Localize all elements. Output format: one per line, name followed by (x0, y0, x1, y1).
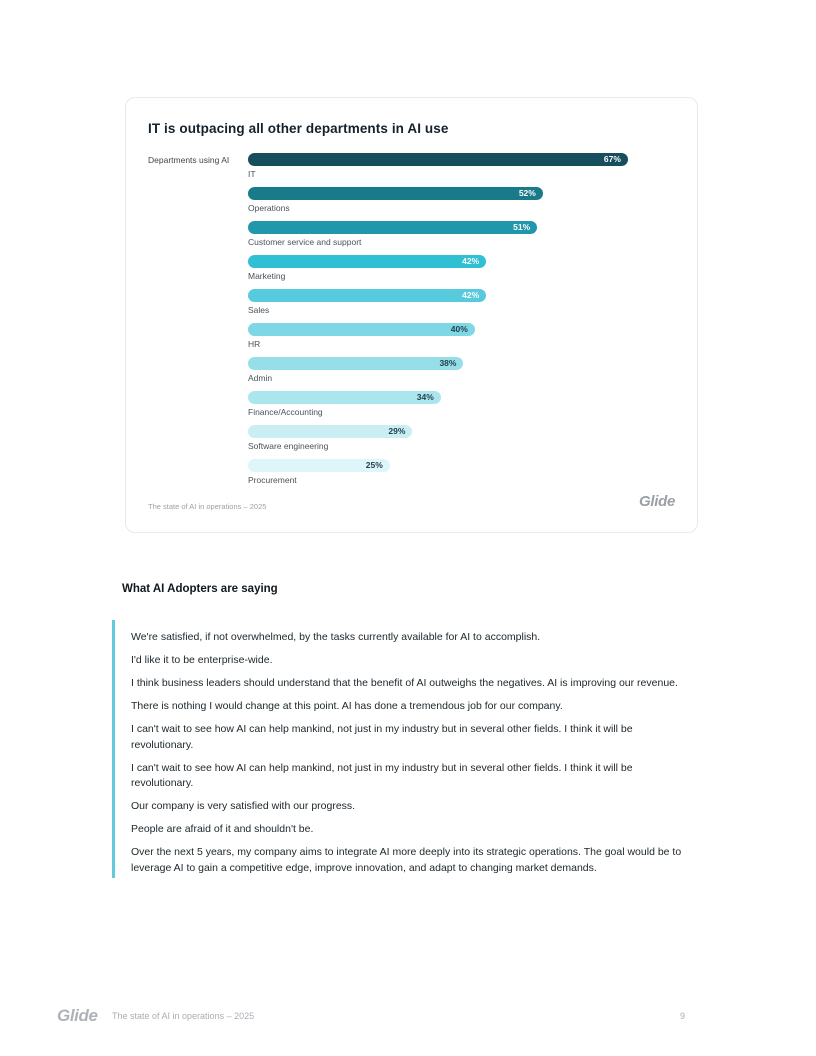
bar-category-label: Operations (248, 203, 290, 213)
bar-row (248, 221, 688, 255)
chart-source-note: The state of AI in operations – 2025 (148, 502, 267, 511)
bar-row (248, 425, 688, 459)
chart-card (125, 97, 698, 533)
quote: Over the next 5 years, my company aims to integrate AI more deeply into its strategic operations. The goal would be to leverage AI to gain a competitive edge, improve innovation, and adapt to changing market demands. (131, 846, 682, 874)
bar (248, 391, 441, 404)
bar-row (248, 391, 688, 425)
bar-row (248, 323, 688, 357)
bar (248, 221, 537, 234)
bar-value-label: 67% (603, 154, 621, 164)
bar-row (248, 459, 688, 493)
quote: We're satisfied, if not overwhelmed, by the tasks currently available for AI to accomplish. (131, 631, 541, 643)
quote: I'd like it to be enterprise-wide. (131, 654, 273, 666)
bar-value-label: 40% (450, 324, 468, 334)
bar-category-label: IT (248, 169, 256, 179)
bar-value-label: 42% (462, 256, 480, 266)
bar-value-label: 38% (439, 358, 457, 368)
bar-row (248, 289, 688, 323)
bar-row (248, 153, 688, 187)
chart-axis-label: Departments using AI (148, 155, 230, 165)
quote: I think business leaders should understand that the benefit of AI outweighs the negatives. AI is improving our revenue. (131, 677, 678, 689)
bar-row (248, 187, 688, 221)
quote: People are afraid of it and shouldn't be. (131, 823, 314, 835)
footer-page-number: 9 (680, 1011, 686, 1021)
bar-row (248, 357, 688, 391)
bar (248, 323, 475, 336)
bar-row (248, 255, 688, 289)
bar (248, 357, 463, 370)
bar-value-label: 29% (388, 426, 406, 436)
quotes-section-heading: What AI Adopters are saying (122, 583, 278, 595)
bar-value-label: 34% (416, 392, 434, 402)
quote: I can't wait to see how AI can help mankind, not just in my industry but in several other fields. I think it will be revolutionary. (131, 761, 633, 789)
bar-category-label: Procurement (248, 475, 297, 485)
bar-category-label: HR (248, 339, 261, 349)
footer-glide-logo: Glide (57, 1006, 98, 1025)
chart-title: IT is outpacing all other departments in AI use (148, 121, 449, 136)
quote: I can't wait to see how AI can help mankind, not just in my industry but in several other fields. I think it will be revolutionary. (131, 723, 633, 751)
glide-logo: Glide (638, 493, 675, 510)
bar (248, 255, 486, 268)
bar-value-label: 52% (518, 188, 536, 198)
bar-category-label: Finance/Accounting (248, 407, 323, 417)
quote: There is nothing I would change at this point. AI has done a tremendous job for our company. (131, 700, 563, 712)
bar (248, 425, 412, 438)
bar (248, 459, 390, 472)
bar-category-label: Customer service and support (248, 237, 362, 247)
bar-category-label: Sales (248, 305, 270, 315)
bar-category-label: Software engineering (248, 441, 329, 451)
bar-value-label: 25% (365, 460, 383, 470)
quote: Our company is very satisfied with our progress. (131, 800, 356, 812)
bar (248, 289, 486, 302)
bar-category-label: Marketing (248, 271, 286, 281)
bar-value-label: 51% (513, 222, 531, 232)
bar-list (248, 153, 688, 493)
bar-value-label: 42% (462, 290, 480, 300)
bar-category-label: Admin (248, 373, 273, 383)
bar (248, 153, 628, 166)
quote-block (112, 620, 684, 878)
bar (248, 187, 543, 200)
footer-report-title: The state of AI in operations – 2025 (112, 1011, 255, 1021)
